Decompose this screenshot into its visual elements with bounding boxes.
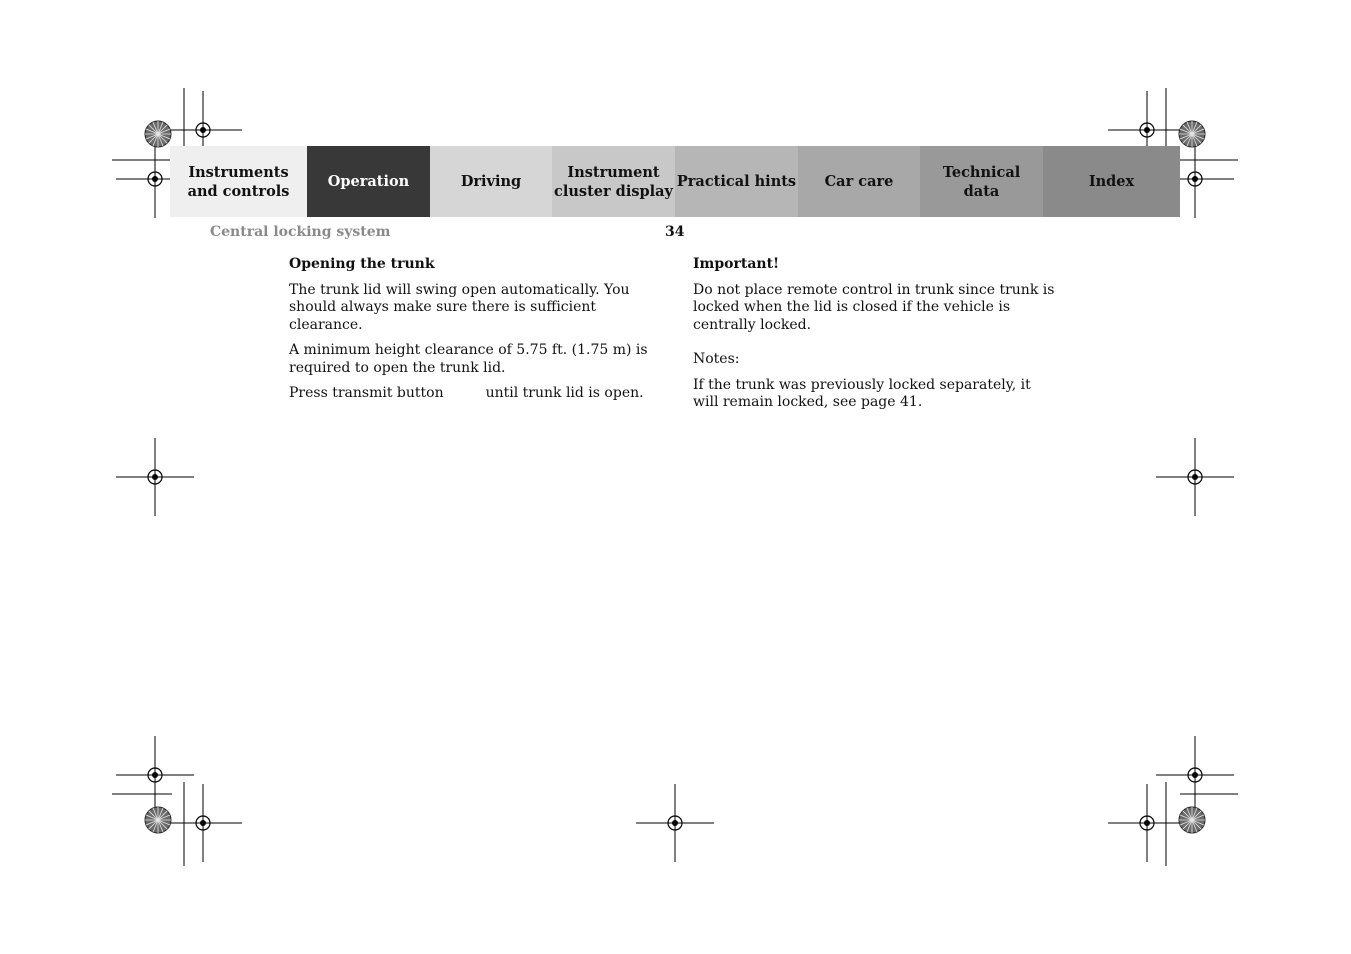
paragraph-remote-warning: Do not place remote control in trunk since trunk is locked when the lid is closed if the vehicle is centrally locked. xyxy=(693,281,1055,333)
paragraph-locked-note: If the trunk was previously locked separately, it will remain locked, see page 41. xyxy=(693,376,1031,410)
chapter-tab-bar xyxy=(170,146,1180,217)
tab-practical-hints[interactable]: Practical hints xyxy=(675,146,798,217)
paragraph-clearance: The trunk lid will swing open automatically. You should always make sure there is sufficient clearance. xyxy=(289,281,630,333)
press-button-text: Press transmit button xyxy=(289,385,444,401)
tab-instrument-cluster-display[interactable]: Instrument cluster display xyxy=(552,146,675,217)
important-heading: Important! xyxy=(693,256,780,272)
paragraph-height-clearance: A minimum height clearance of 5.75 ft. (1.75 m) is required to open the trunk lid. xyxy=(289,342,648,376)
page-number: 34 xyxy=(665,224,685,240)
tab-driving[interactable]: Driving xyxy=(430,146,552,217)
tab-index[interactable]: Index xyxy=(1043,146,1180,217)
until-open-text: until trunk lid is open. xyxy=(485,385,644,401)
notes-label: Notes: xyxy=(693,351,740,367)
section-heading: Opening the trunk xyxy=(289,256,435,272)
tab-operation[interactable]: Operation xyxy=(307,146,430,217)
tab-instruments-and-controls[interactable]: Instruments and controls xyxy=(170,146,307,217)
tab-car-care[interactable]: Car care xyxy=(798,146,920,217)
opening-trunk-section xyxy=(289,256,661,411)
tab-technical-data[interactable]: Technical data xyxy=(920,146,1043,217)
paragraph-press-button xyxy=(289,385,661,403)
important-section xyxy=(693,256,1055,420)
section-title: Central locking system xyxy=(210,224,391,240)
